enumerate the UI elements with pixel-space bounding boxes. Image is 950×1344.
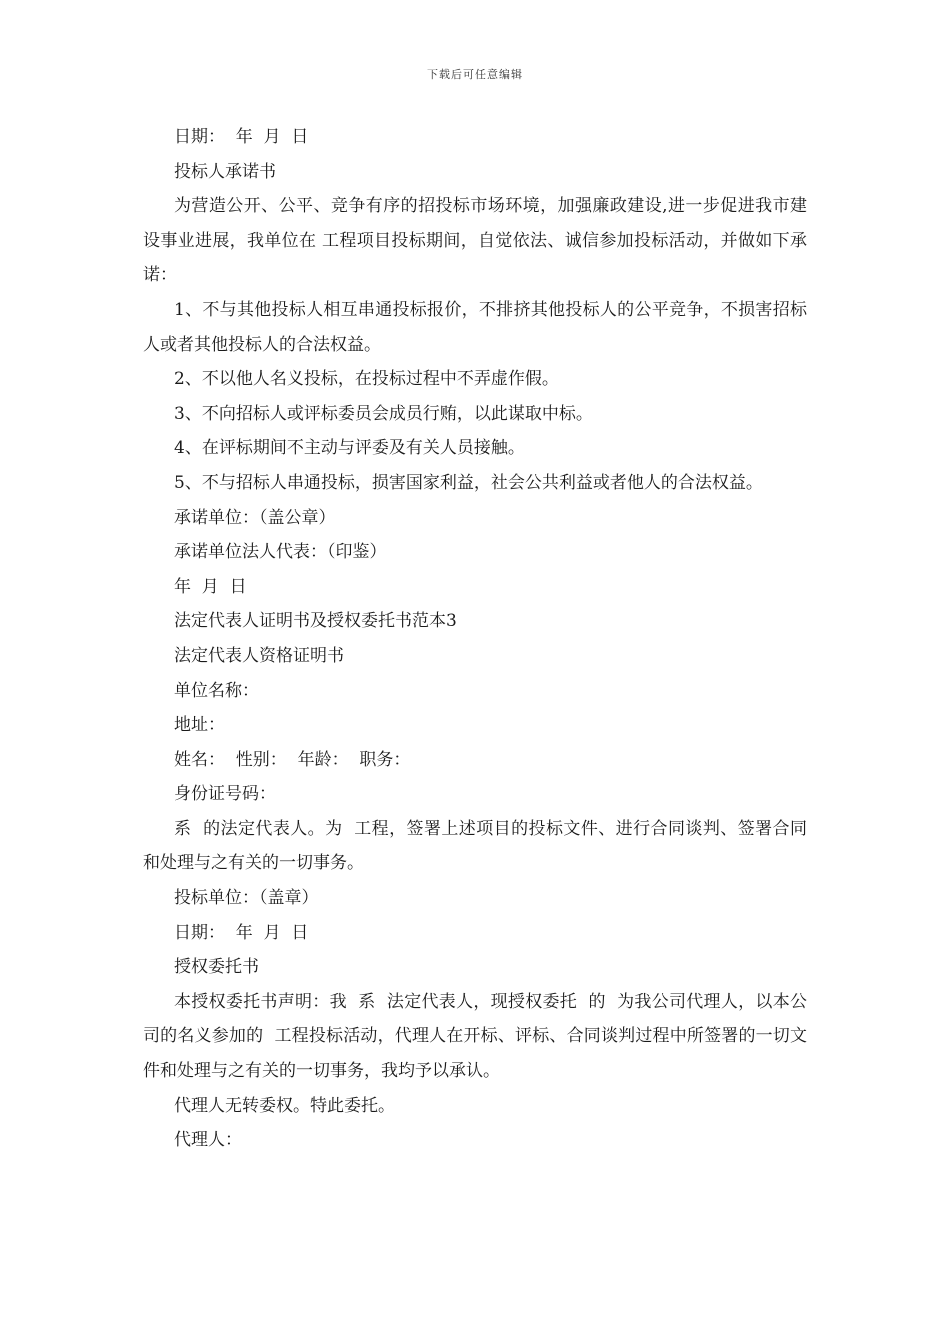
date-line: 日期： 年 月 日 [174, 127, 309, 147]
pledge-item-2: 2、不以他人名义投标，在投标过程中不弄虚作假。 [174, 369, 559, 390]
section-title-power-of-attorney: 授权委托书 [174, 957, 259, 978]
document-body [143, 120, 807, 1158]
field-id-number: 身份证号码： [174, 784, 276, 805]
power-of-attorney-statement: 本授权委托书声明：我 系 法定代表人，现授权委托 的 为我公司代理人，以本公司的名义参加的 工程投标活动，代理人在开标、评标、合同谈判过程中所签署的一切文件和处理与之有关的一切事务，我均予以承认。 [143, 991, 807, 1082]
section-title-bidder-pledge: 投标人承诺书 [174, 161, 276, 182]
field-agent: 代理人： [174, 1130, 242, 1151]
pledge-item-4: 4、在评标期间不主动与评委及有关人员接触。 [174, 438, 525, 459]
page-header: 下载后可任意编辑 [427, 68, 523, 81]
pledge-item-5: 5、不与招标人串通投标，损害国家利益，社会公共利益或者他人的合法权益。 [174, 472, 763, 493]
pledge-intro: 为营造公开、公平、竞争有序的招投标市场环境，加强廉政建设,进一步促进我市建设事业进展，我单位在 工程项目投标期间，自觉依法、诚信参加投标活动，并做如下承诺： [143, 196, 807, 286]
template-title: 法定代表人证明书及授权委托书范本3 [174, 611, 457, 632]
legal-rep-statement: 系 的法定代表人。为 工程，签署上述项目的投标文件、进行合同谈判、签署合同和处理与之有关的一切事务。 [143, 818, 807, 874]
pledge-item-1: 1、不与其他投标人相互串通投标报价，不排挤其他投标人的公平竞争，不损害招标人或者其他投标人的合法权益。 [143, 299, 807, 355]
section-title-legal-rep-certificate: 法定代表人资格证明书 [174, 645, 344, 666]
pledge-date: 年 月 日 [174, 576, 247, 597]
field-personal-info: 姓名： 性别： 年龄： 职务： [174, 749, 411, 770]
certificate-date: 日期： 年 月 日 [174, 922, 309, 943]
pledge-legal-rep: 承诺单位法人代表：（印鉴） [174, 542, 387, 563]
no-sub-delegation: 代理人无转委权。特此委托。 [174, 1095, 395, 1116]
pledge-unit: 承诺单位：（盖公章） [174, 507, 336, 528]
field-unit-name: 单位名称： [174, 680, 259, 701]
pledge-item-3: 3、不向招标人或评标委员会成员行贿，以此谋取中标。 [174, 403, 593, 424]
bidding-unit: 投标单位：（盖章） [174, 888, 319, 909]
field-address: 地址： [174, 715, 225, 736]
